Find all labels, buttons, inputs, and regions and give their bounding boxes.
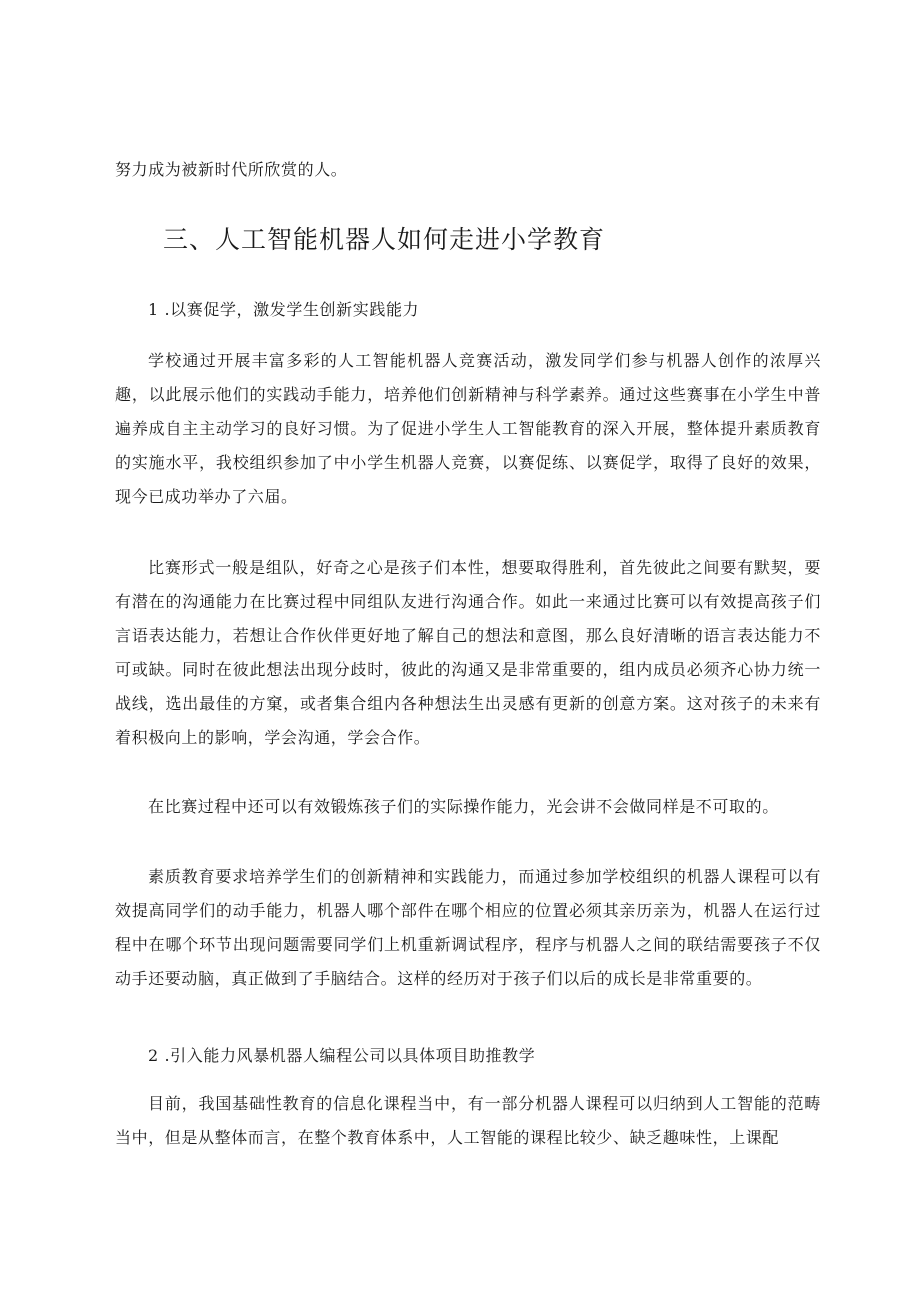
paragraph-3: 在比赛过程中还可以有效锻炼孩子们的实际操作能力，光会讲不会做同样是不可取的。 [148, 797, 779, 816]
lead-paragraph: 努力成为被新时代所欣赏的人。 [115, 160, 348, 179]
paragraph-4: 素质教育要求培养学生们的创新精神和实践能力，而通过参加学校组织的机器人课程可以有效提高同学们的动手能力，机器人哪个部件在哪个相应的位置必须其亲历亲为，机器人在运行过程中在哪个环节出现问题需要同学们上机重新调试程序，程序与机器人之间的联结需要孩子不仅动手还要动脑，真正做到了手脑结合。这样的经历对于孩子们以后的成长是非常重要的。 [115, 867, 821, 988]
paragraph-2: 比赛形式一般是组队，好奇之心是孩子们本性，想要取得胜利，首先彼此之间要有默契，要有潜在的沟通能力在比赛过程中同组队友进行沟通合作。如此一来通过比赛可以有效提高孩子们言语表达能力，若想让合作伙伴更好地了解自己的想法和意图，那么良好清晰的语言表达能力不可或缺。同时在彼此想法出现分歧时，彼此的沟通又是非常重要的，组内成员必须齐心协力统一战线，选出最佳的方窠，或者集合组内各种想法生出灵感有更新的创意方案。这对孩子的未来有着积极向上的影响，学会沟通，学会合作。 [115, 558, 821, 747]
paragraph-1: 学校通过开展丰富多彩的人工智能机器人竞赛活动，激发同学们参与机器人创作的浓厚兴趣，以此展示他们的实践动手能力，培养他们创新精神与科学素养。通过这些赛事在小学生中普遍养成自主主动学习的良好习惯。为了促进小学生人工智能教育的深入开展，整体提升素质教育的实施水平，我校组织参加了中小学生机器人竞赛，以赛促练、以赛促学，取得了良好的效果，现今已成功举办了六届。 [115, 351, 821, 506]
section-title: 三、人工智能机器人如何走进小学教育 [163, 225, 606, 254]
subsection-heading-2: 2 .引入能力风暴机器人编程公司以具体项目助推教学 [148, 1046, 536, 1065]
subsection-heading-1: 1 .以赛促学，激发学生创新实践能力 [148, 300, 420, 319]
paragraph-5: 目前，我国基础性教育的信息化课程当中，有一部分机器人课程可以归纳到人工智能的范畴当中，但是从整体而言，在整个教育体系中，人工智能的课程比较少、缺乏趣味性，上课配 [115, 1094, 821, 1147]
